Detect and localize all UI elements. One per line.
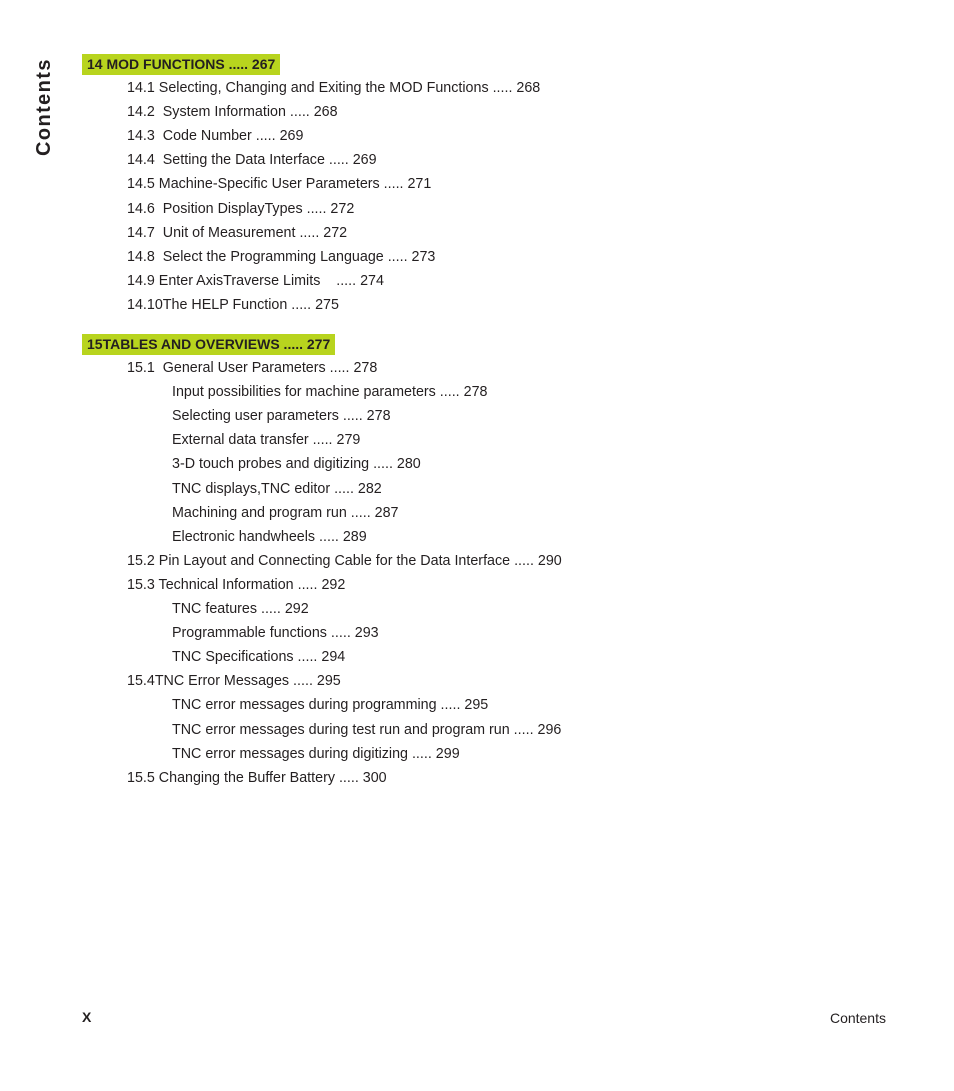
toc-section-entry[interactable]: 15.4TNC Error Messages ..... 295 [127, 673, 341, 690]
toc-section-entry[interactable]: 14.8 Select the Programming Language ..... 273 [127, 248, 436, 265]
toc-section-entry[interactable]: 14.3 Code Number ..... 269 [127, 128, 304, 145]
toc-section-entry[interactable]: 14.5 Machine-Specific User Parameters ..... 271 [127, 176, 432, 193]
toc-section-entry[interactable]: 14.9 Enter AxisTraverse Limits ..... 274 [127, 272, 384, 289]
toc-subsection-entry[interactable]: TNC error messages during test run and program run ..... 296 [172, 721, 562, 738]
toc-section-entry[interactable]: 15.5 Changing the Buffer Battery ..... 300 [127, 769, 387, 786]
toc-subsection-entry[interactable]: TNC Specifications ..... 294 [172, 649, 346, 666]
toc-subsection-entry[interactable]: Selecting user parameters ..... 278 [172, 408, 391, 425]
chapter-heading[interactable]: 14 MOD FUNCTIONS ..... 267 [82, 54, 280, 75]
toc-section-entry[interactable]: 14.4 Setting the Data Interface ..... 269 [127, 152, 377, 169]
toc-subsection-entry[interactable]: TNC error messages during programming ..... 295 [172, 697, 489, 714]
toc-subsection-entry[interactable]: Electronic handwheels ..... 289 [172, 528, 367, 545]
toc-section-entry[interactable]: 14.1 Selecting, Changing and Exiting the MOD Functions ..... 268 [127, 80, 541, 96]
toc-section-entry[interactable]: 15.2 Pin Layout and Connecting Cable for the Data Interface ..... 290 [127, 552, 562, 569]
toc-section-entry[interactable]: 14.6 Position DisplayTypes ..... 272 [127, 200, 355, 217]
toc-section-entry[interactable]: 14.10The HELP Function ..... 275 [127, 296, 339, 313]
side-title: Contents [33, 58, 55, 156]
footer-section-title: Contents [829, 1010, 886, 1026]
toc-subsection-entry[interactable]: Programmable functions ..... 293 [172, 625, 379, 642]
toc-subsection-entry[interactable]: Input possibilities for machine parameters ..... 278 [172, 384, 488, 401]
footer-page-number: X [82, 1009, 92, 1025]
toc-subsection-entry[interactable]: External data transfer ..... 279 [172, 432, 361, 449]
toc-section-entry[interactable]: 14.7 Unit of Measurement ..... 272 [127, 224, 348, 241]
toc-section-entry[interactable]: 14.2 System Information ..... 268 [127, 104, 338, 121]
toc-subsection-entry[interactable]: TNC error messages during digitizing ..... 299 [172, 745, 460, 762]
toc-section-entry[interactable]: 15.3 Technical Information ..... 292 [127, 576, 346, 593]
toc-subsection-entry[interactable]: 3-D touch probes and digitizing ..... 280 [172, 456, 421, 473]
chapter-heading[interactable]: 15TABLES AND OVERVIEWS ..... 277 [82, 334, 335, 355]
toc-section-entry[interactable]: 15.1 General User Parameters ..... 278 [127, 360, 378, 376]
toc-subsection-entry[interactable]: TNC displays,TNC editor ..... 282 [172, 480, 382, 497]
toc-subsection-entry[interactable]: Machining and program run ..... 287 [172, 504, 399, 521]
toc-subsection-entry[interactable]: TNC features ..... 292 [172, 601, 309, 617]
